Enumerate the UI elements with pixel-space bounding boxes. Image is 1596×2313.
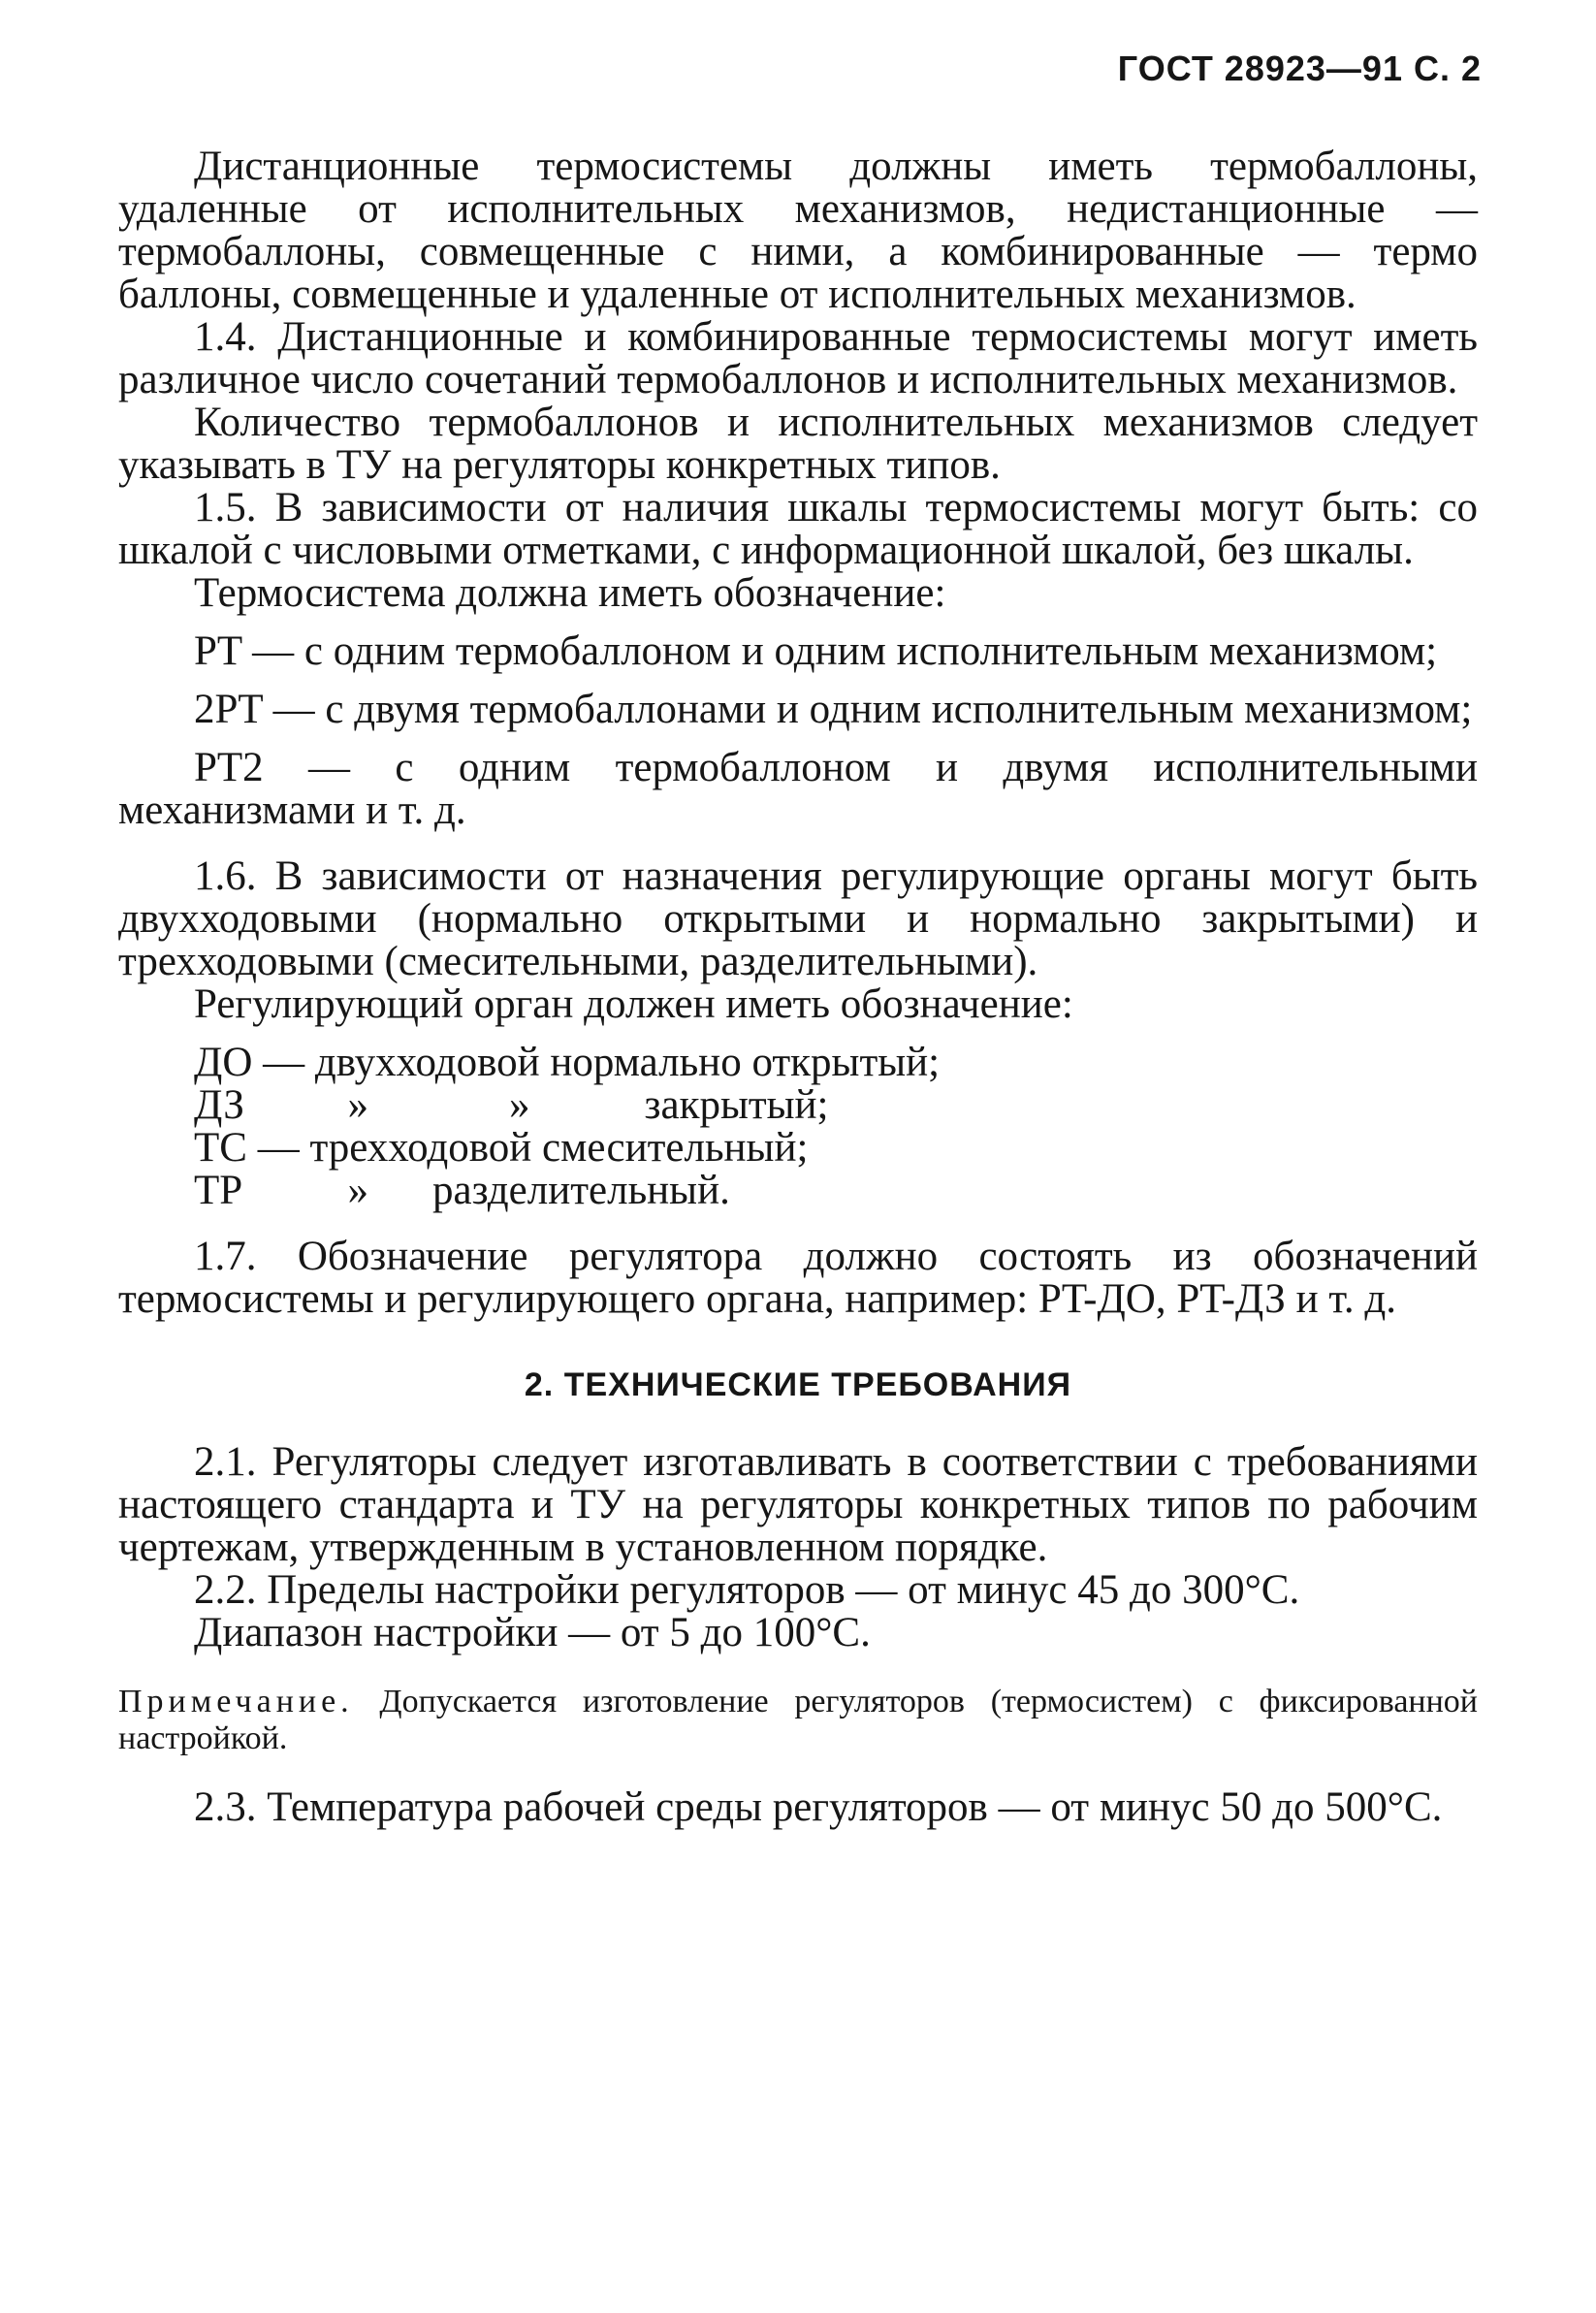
designation-rt: PT — с одним термобаллоном и одним исполнительным механизмом; [194,628,1438,674]
code-tr [194,1170,1478,1212]
code-dz-label: ДЗ [194,1082,244,1128]
paragraph-2-2: 2.2. Пределы настройки регуляторов — от минус 45 до 300°С. [194,1567,1300,1613]
note-label: Примечание. [118,1684,354,1719]
document-body [118,145,1478,1829]
section-heading: 2. ТЕХНИЧЕСКИЕ ТРЕБОВАНИЯ [524,1366,1072,1403]
paragraph-1-5-designation: Термосистема должна иметь обозначение: [194,570,946,616]
ditto-mark: » [509,1082,530,1128]
page-header: ГОСТ 28923—91 С. 2 [1117,48,1482,88]
paragraph-2-2-range: Диапазон настройки — от 5 до 100°С. [194,1610,871,1655]
code-tr-text: разделительный. [432,1168,730,1213]
designation-rt2: PT2 — с одним термобаллоном и двумя исполнительными механизмами и т. д. [118,745,1478,833]
designation-2rt: 2PT — с двумя термобаллонами и одним исполнительным механизмом; [194,687,1473,732]
code-ts-text: ТС — трехходовой смесительный; [194,1125,809,1171]
paragraph-1-7: 1.7. Обозначение регулятора должно состоять из обозначений термосистемы и регулирующего органа, например: PT-ДО, PT-ДЗ и т. д. [118,1234,1478,1322]
paragraph-2-1: 2.1. Регуляторы следует изготавливать в соответствии с требованиями настоящего стандарта и ТУ на регуляторы конкретных типов по рабочим чертежам, утвержденным в установленном порядке. [118,1439,1478,1570]
paragraph-thermosystems: Дистанционные термосистемы должны иметь термобаллоны, удаленные от исполнительных механизмов, недистанционные — термобаллоны, совмещенные с ними, а комбинированные — термо баллоны, совмещенные и удаленные от исполнительных механизмов. [118,144,1478,317]
note [118,1684,1478,1757]
paragraph-1-6-designation: Регулирующий орган должен иметь обозначение: [194,981,1073,1027]
code-do-text: ДО — двухходовой нормально открытый; [194,1040,941,1085]
valve-codes-list [194,1042,1478,1212]
code-ts [194,1127,1478,1170]
code-dz-text: закрытый; [644,1082,829,1128]
code-dz [194,1084,1478,1127]
paragraph-1-4: 1.4. Дистанционные и комбинированные термосистемы могут иметь различное число сочетаний термобаллонов и исполнительных механизмов. [118,314,1478,402]
ditto-mark: » [347,1082,368,1128]
paragraph-1-5: 1.5. В зависимости от наличия шкалы термосистемы могут быть: со шкалой с числовыми отметками, с информационной шкалой, без шкалы. [118,485,1478,573]
paragraph-1-4-quantity: Количество термобаллонов и исполнительных механизмов следует указывать в ТУ на регуляторы конкретных типов. [118,400,1478,488]
code-do [194,1042,1478,1084]
paragraph-2-3: 2.3. Температура рабочей среды регуляторов — от минус 50 до 500°С. [194,1784,1443,1830]
code-tr-label: ТР [194,1168,243,1213]
note-text: Допускается изготовление регуляторов (термосистем) с фиксированной настройкой. [118,1684,1479,1756]
ditto-mark: » [347,1168,368,1213]
paragraph-1-6: 1.6. В зависимости от назначения регулирующие органы могут быть двухходовыми (нормально открытыми и нормально закрытыми) и трехходовыми (смесительными, разделительными). [118,853,1478,984]
